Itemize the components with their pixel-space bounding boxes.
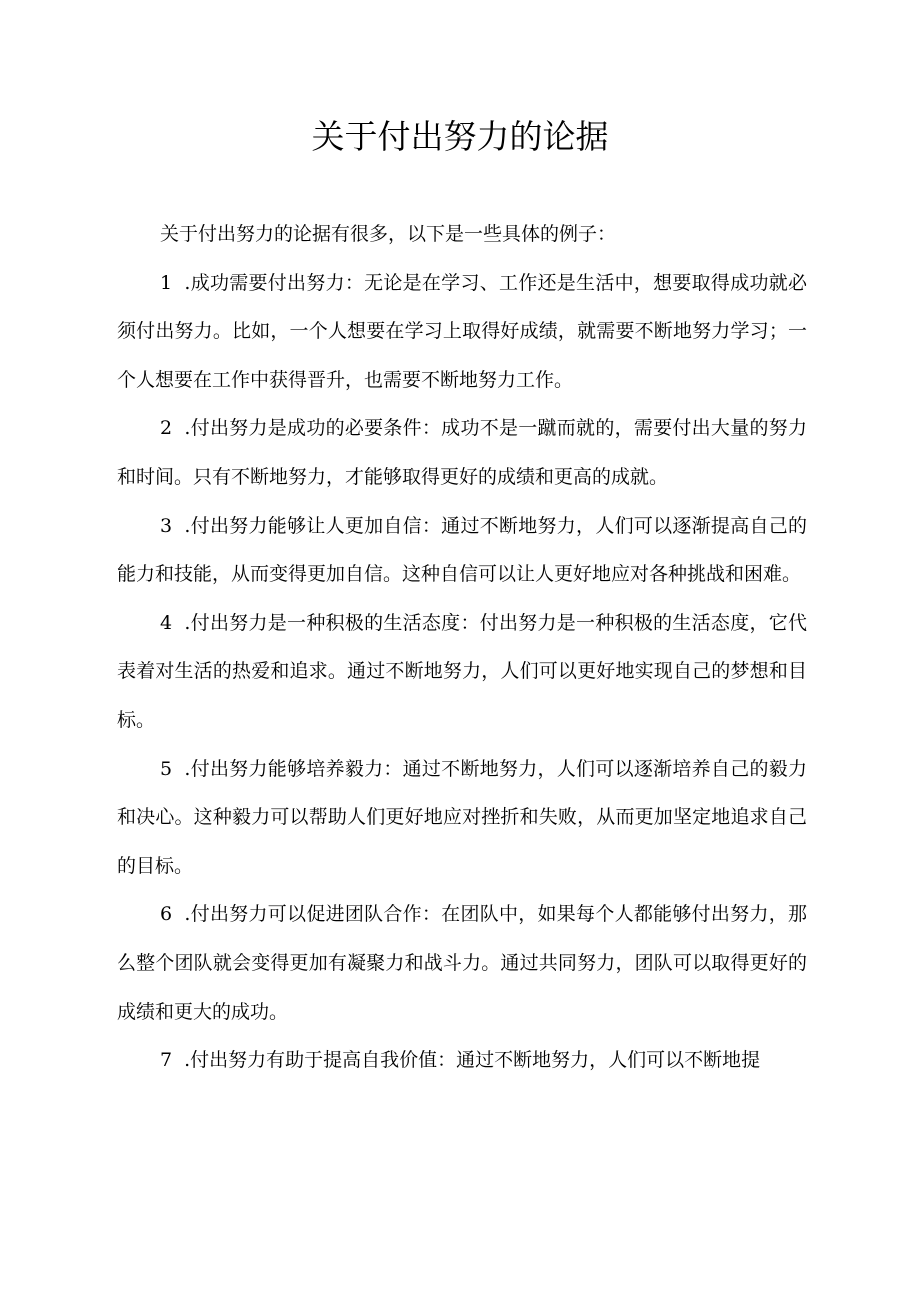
item-text: .付出努力是成功的必要条件：成功不是一蹴而就的，需要付出大量的努力和时间。只有不断地努力，才能够取得更好的成绩和更高的成就。 bbox=[117, 417, 807, 488]
item-text: .付出努力是一种积极的生活态度：付出努力是一种积极的生活态度，它代表着对生活的热爱和追求。通过不断地努力，人们可以更好地实现自己的梦想和目标。 bbox=[117, 611, 807, 731]
list-item bbox=[117, 404, 807, 501]
intro-paragraph: 关于付出努力的论据有很多，以下是一些具体的例子： bbox=[160, 223, 617, 245]
item-text: .付出努力能够培养毅力：通过不断地努力，人们可以逐渐培养自己的毅力和决心。这种毅力可以帮助人们更好地应对挫折和失败，从而更加坚定地追求自己的目标。 bbox=[117, 757, 807, 877]
item-number: 5 bbox=[160, 757, 179, 780]
item-number: 3 bbox=[160, 514, 179, 537]
list-item bbox=[117, 890, 807, 1036]
list-item bbox=[117, 1036, 807, 1085]
list-item bbox=[117, 745, 807, 891]
list-item bbox=[117, 259, 807, 405]
list-item bbox=[117, 599, 807, 745]
item-number: 6 bbox=[160, 903, 179, 926]
item-number: 2 bbox=[160, 417, 179, 440]
document-body bbox=[117, 210, 807, 1085]
item-text: .成功需要付出努力：无论是在学习、工作还是生活中，想要取得成功就必须付出努力。比如，一个人想要在学习上取得好成绩，就需要不断地努力学习；一个人想要在工作中获得晋升，也需要不断地努力工作。 bbox=[117, 271, 807, 391]
item-text: .付出努力可以促进团队合作：在团队中，如果每个人都能够付出努力，那么整个团队就会变得更加有凝聚力和战斗力。通过共同努力，团队可以取得更好的成绩和更大的成功。 bbox=[117, 903, 807, 1023]
item-number: 4 bbox=[160, 611, 179, 634]
item-number: 1 bbox=[160, 271, 179, 294]
item-number: 7 bbox=[160, 1049, 179, 1072]
list-item bbox=[117, 502, 807, 599]
document-title: 关于付出努力的论据 bbox=[311, 117, 609, 156]
item-text: .付出努力有助于提高自我价值：通过不断地努力，人们可以不断地提 bbox=[184, 1049, 761, 1072]
item-text: .付出努力能够让人更加自信：通过不断地努力，人们可以逐渐提高自己的能力和技能，从而变得更加自信。这种自信可以让人更好地应对各种挑战和困难。 bbox=[117, 514, 807, 586]
